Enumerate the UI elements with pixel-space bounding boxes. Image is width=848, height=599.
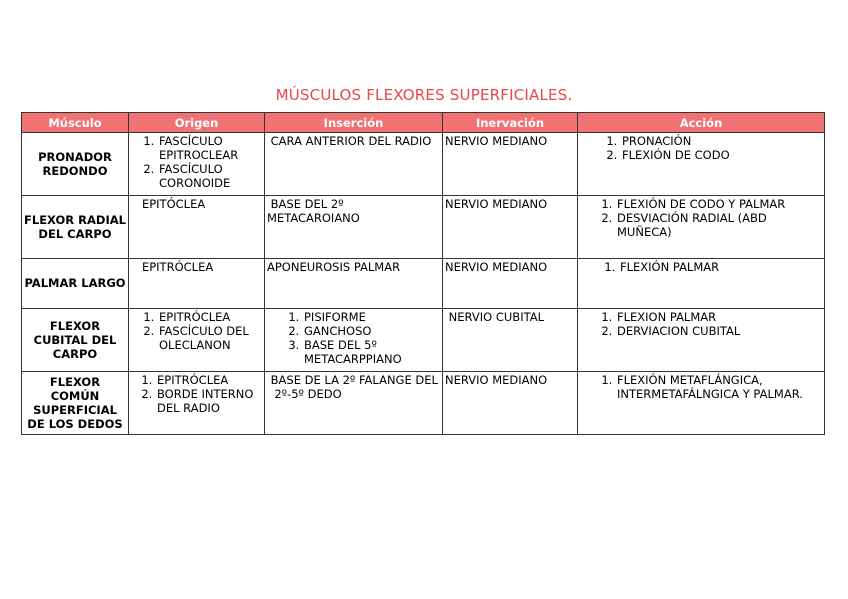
cell-accion: [578, 309, 825, 372]
list-item: 1. EPITRÓCLEA: [156, 373, 262, 387]
list-item: 1. FLEXIÓN DE CODO Y PALMAR: [616, 197, 822, 211]
cell-origen: EPITRÓCLEA: [129, 259, 265, 309]
cell-insercion: CARA ANTERIOR DEL RADIO: [265, 133, 443, 196]
header-inervacion: Inervación: [443, 113, 578, 133]
origen-list: [131, 310, 262, 352]
cell-accion: [578, 196, 825, 259]
list-item: 1. FASCÍCULO EPITROCLEAR: [158, 134, 262, 162]
cell-musculo: PRONADOR REDONDO: [22, 133, 129, 196]
header-musculo: Músculo: [22, 113, 129, 133]
cell-accion: [578, 372, 825, 435]
table-row: [22, 259, 825, 309]
cell-insercion: APONEUROSIS PALMAR: [265, 259, 443, 309]
header-accion: Acción: [578, 113, 825, 133]
table-row: [22, 309, 825, 372]
list-item: 2. BORDE INTERNO DEL RADIO: [156, 387, 262, 415]
cell-origen: [129, 309, 265, 372]
table-row: [22, 196, 825, 259]
cell-musculo: PALMAR LARGO: [22, 259, 129, 309]
accion-list: [580, 197, 822, 239]
cell-inervacion: NERVIO MEDIANO: [443, 372, 578, 435]
list-item: 1. EPITRÓCLEA: [158, 310, 262, 324]
list-item: 2. DERVIACION CUBITAL: [616, 324, 822, 338]
cell-origen: [129, 133, 265, 196]
cell-inervacion: NERVIO MEDIANO: [443, 259, 578, 309]
cell-musculo: FLEXOR COMÚN SUPERFICIAL DE LOS DEDOS: [22, 372, 129, 435]
cell-musculo: FLEXOR RADIAL DEL CARPO: [22, 196, 129, 259]
cell-origen: [129, 372, 265, 435]
cell-inervacion: NERVIO CUBITAL: [443, 309, 578, 372]
muscles-table: [21, 112, 825, 435]
cell-musculo: FLEXOR CUBITAL DEL CARPO: [22, 309, 129, 372]
cell-insercion: BASE DEL 2º METACAROIANO: [265, 196, 443, 259]
accion-list: [580, 260, 822, 274]
origen-list: [131, 373, 262, 415]
header-insercion: Inserción: [265, 113, 443, 133]
list-item: 1. PRONACIÓN: [621, 134, 822, 148]
header-origen: Origen: [129, 113, 265, 133]
list-item: 1. PISIFORME: [303, 310, 440, 324]
cell-inervacion: NERVIO MEDIANO: [443, 133, 578, 196]
list-item: 2. FASCÍCULO CORONOIDE: [158, 162, 262, 190]
accion-list: [580, 134, 822, 162]
cell-accion: [578, 259, 825, 309]
list-item: 3. BASE DEL 5º METACARPPIANO: [303, 338, 440, 366]
accion-list: [580, 310, 822, 338]
cell-insercion: [265, 309, 443, 372]
list-item: 2. GANCHOSO: [303, 324, 440, 338]
list-item: 2. DESVIACIÓN RADIAL (ABD MUÑECA): [616, 211, 822, 239]
list-item: 2. FASCÍCULO DEL OLECLANON: [158, 324, 262, 352]
accion-list: [580, 373, 822, 401]
cell-insercion: BASE DE LA 2º FALANGE DEL 2º-5º DEDO: [265, 372, 443, 435]
table-row: [22, 133, 825, 196]
origen-list: [131, 134, 262, 190]
list-item: 1. FLEXIÓN METAFLÁNGICA, INTERMETAFÁLNGICA Y PALMAR.: [616, 373, 822, 401]
list-item: 1. FLEXION PALMAR: [616, 310, 822, 324]
list-item: 2. FLEXIÓN DE CODO: [621, 148, 822, 162]
cell-origen: EPITÓCLEA: [129, 196, 265, 259]
table-header-row: [22, 113, 825, 133]
table-row: [22, 372, 825, 435]
cell-inervacion: NERVIO MEDIANO: [443, 196, 578, 259]
cell-accion: [578, 133, 825, 196]
list-item: 1. FLEXIÓN PALMAR: [619, 260, 822, 274]
insercion-list: [267, 310, 440, 366]
page-title: MÚSCULOS FLEXORES SUPERFICIALES.: [275, 86, 573, 104]
